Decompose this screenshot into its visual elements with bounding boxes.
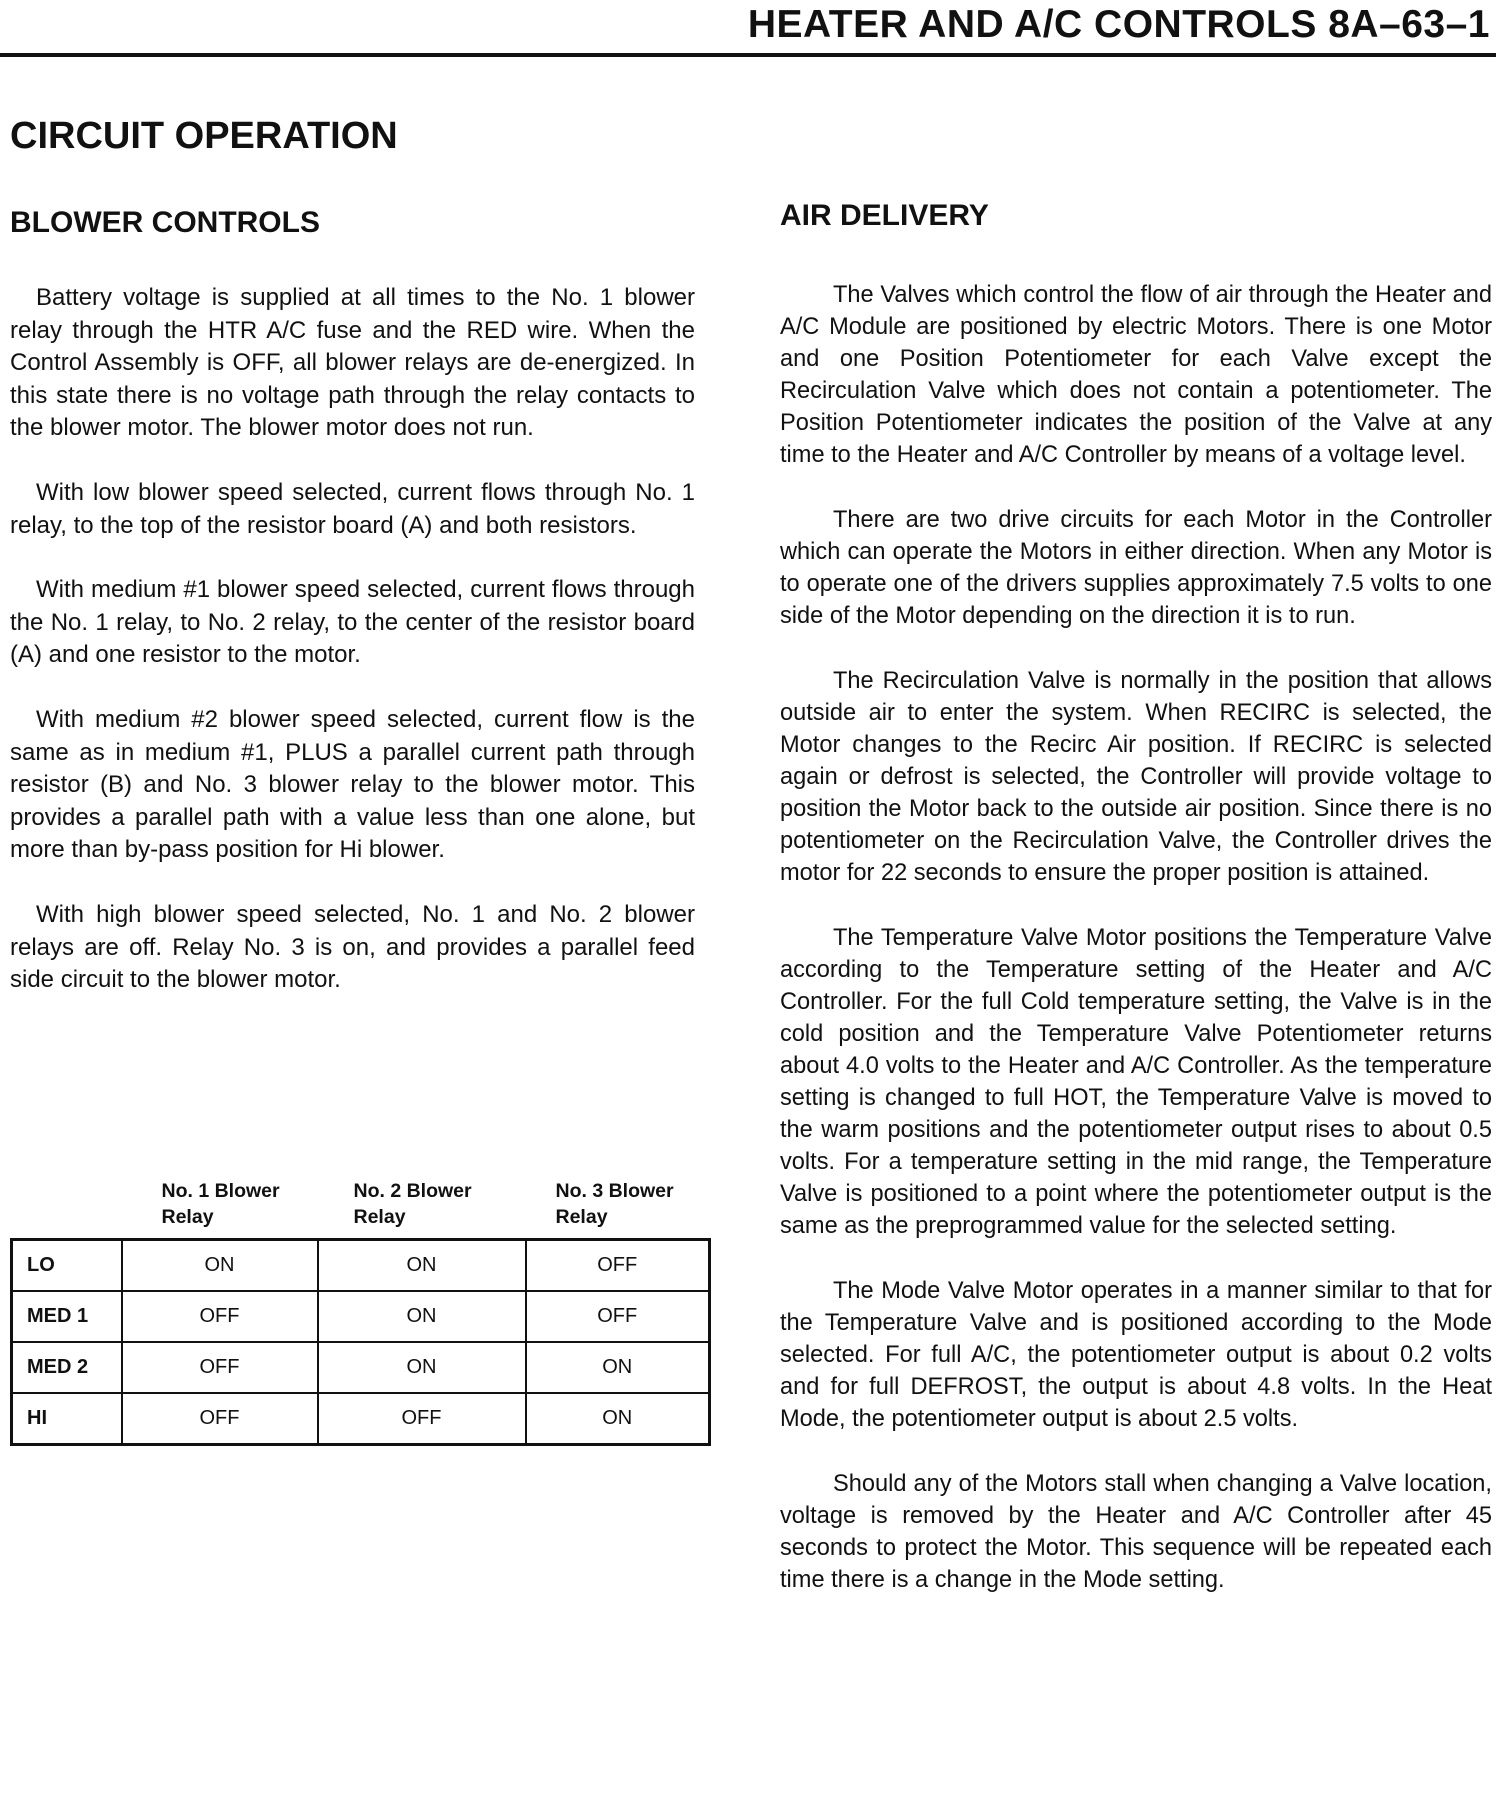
right-column (780, 198, 1492, 1596)
table-cell: ON (318, 1342, 526, 1393)
table-cell: OFF (122, 1291, 318, 1342)
table-cell: ON (318, 1291, 526, 1342)
table-cell: ON (526, 1393, 710, 1445)
table-cell: OFF (526, 1240, 710, 1292)
relay-table-container (10, 1178, 708, 1446)
paragraph: Battery voltage is supplied at all times to the No. 1 blower relay through the HTR A/C fuse and the RED wire. When the Control Assembly is OFF, all blower relays are de-energized. In this state there is no voltage path through the relay contacts to the blower motor. The blower motor does not run. (10, 284, 695, 442)
paragraph: Should any of the Motors stall when changing a Valve location, voltage is removed by the Heater and A/C Controller after 45 seconds to protect the Motor. This sequence will be repeated each time there is a change in the Mode setting. (780, 1471, 1492, 1593)
table-cell: OFF (526, 1291, 710, 1342)
row-label: MED 2 (12, 1342, 122, 1393)
paragraph: There are two drive circuits for each Motor in the Controller which can operate the Motors in either direction. When any Motor is to operate one of the drivers supplies approximately 7.5 volts to one side of the Motor depending on the direction it is to run. (780, 507, 1492, 629)
section-title: CIRCUIT OPERATION (10, 115, 398, 157)
table-row (12, 1393, 710, 1445)
paragraph: With high blower speed selected, No. 1 and No. 2 blower relays are off. Relay No. 3 is on, and provides a parallel feed side circuit to the blower motor. (10, 900, 695, 994)
paragraph: With medium #1 blower speed selected, current flows through the No. 1 relay, to No. 2 relay, to the center of the resistor board (A) and one resistor to the motor. (10, 576, 695, 669)
table-cell: ON (526, 1342, 710, 1393)
table-header-cell: No. 1 Blower Relay (161, 1180, 280, 1228)
blower-controls-heading: BLOWER CONTROLS (10, 206, 320, 239)
paragraph: The Valves which control the flow of air through the Heater and A/C Module are positioned by electric Motors. There is one Motor and one Position Potentiometer for each Valve except the Recirculation Valve which does not contain a potentiometer. The Position Potentiometer indicates the position of the Valve at any time to the Heater and A/C Controller by means of a voltage level. (780, 282, 1492, 468)
table-cell: OFF (318, 1393, 526, 1445)
table-header-row (12, 1178, 710, 1240)
page-header-title: HEATER AND A/C CONTROLS 8A–63–1 (747, 3, 1490, 46)
row-label: LO (12, 1240, 122, 1292)
paragraph: The Mode Valve Motor operates in a manner similar to that for the Temperature Valve and is positioned according to the Mode selected. For full A/C, the potentiometer output is about 0.2 volts and for full DEFROST, the output is about 4.8 volts. In the Heat Mode, the potentiometer output is about 2.5 volts. (780, 1278, 1492, 1432)
table-row (12, 1240, 710, 1292)
header-rule (0, 53, 1496, 57)
table-header-cell: No. 2 Blower Relay (353, 1180, 472, 1228)
table-cell: OFF (122, 1393, 318, 1445)
paragraph: With low blower speed selected, current flows through No. 1 relay, to the top of the resistor board (A) and both resistors. (10, 478, 695, 539)
table-cell: OFF (122, 1342, 318, 1393)
paragraph: The Temperature Valve Motor positions the Temperature Valve according to the Temperature setting of the Heater and A/C Controller. For the full Cold temperature setting, the Valve is in the cold position and the Temperature Valve Potentiometer returns about 4.0 volts to the Heater and A/C Controller. As the temperature setting is changed to full HOT, the Temperature Valve is moved to the warm positions and the potentiometer output rises to about 0.5 volts. For a temperature setting in the mid range, the Temperature Valve is positioned to a point where the potentiometer output is the same as the preprogrammed value for the selected setting. (780, 925, 1492, 1239)
table-cell: ON (122, 1240, 318, 1292)
paragraph: The Recirculation Valve is normally in the position that allows outside air to enter the system. When RECIRC is selected, the Motor changes to the Recirc Air position. If RECIRC is selected again or defrost is selected, the Controller will provide voltage to position the Motor back to the outside air position. Since there is no potentiometer on the Recirculation Valve, the Controller drives the motor for 22 seconds to ensure the proper position is attained. (780, 668, 1492, 886)
table-header-cell: No. 3 Blower Relay (555, 1180, 674, 1228)
row-label: MED 1 (12, 1291, 122, 1342)
air-delivery-heading: AIR DELIVERY (780, 199, 989, 232)
left-column (10, 205, 695, 997)
table-row (12, 1291, 710, 1342)
blower-relay-table (10, 1178, 711, 1446)
paragraph: With medium #2 blower speed selected, current flow is the same as in medium #1, PLUS a parallel current path through resistor (B) and No. 3 blower relay to the blower motor. This provides a parallel path with a value less than one alone, but more than by-pass position for Hi blower. (10, 705, 695, 864)
table-header-cell (12, 1178, 122, 1240)
table-row (12, 1342, 710, 1393)
row-label: HI (12, 1393, 122, 1445)
table-cell: ON (318, 1240, 526, 1292)
